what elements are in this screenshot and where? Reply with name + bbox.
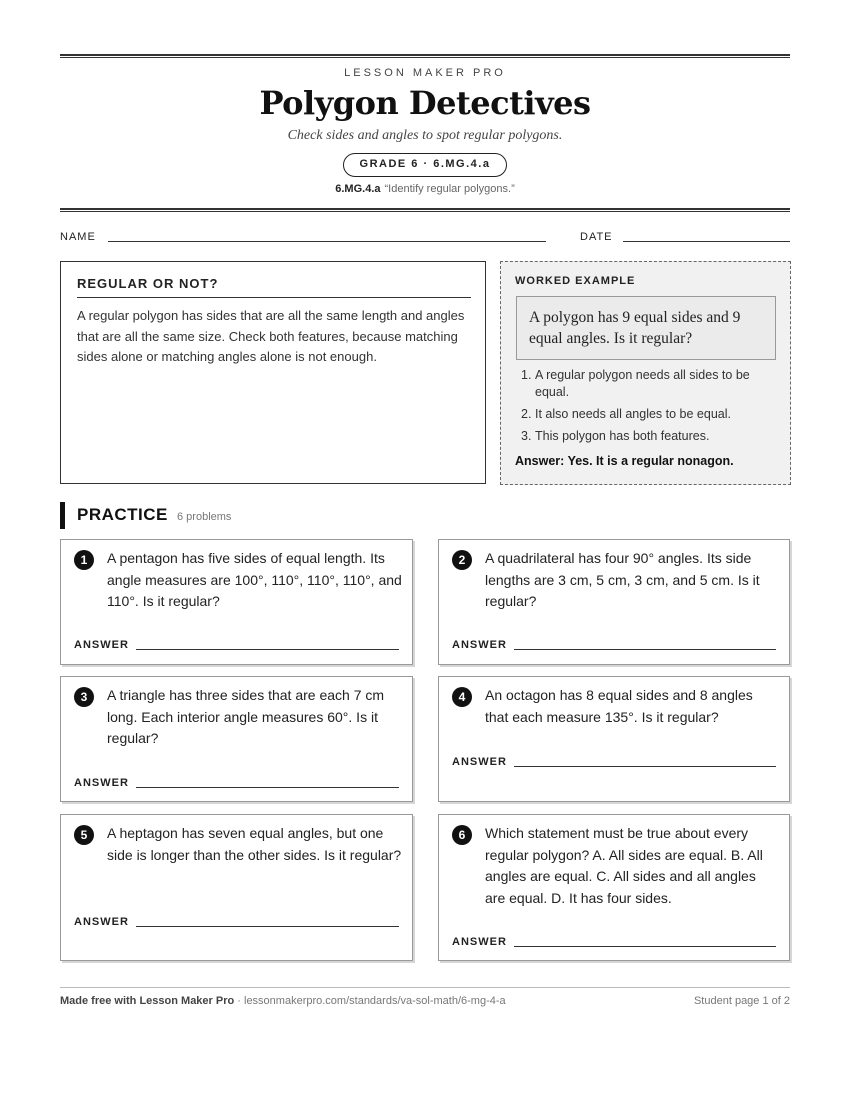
answer-label: ANSWER [74,777,129,789]
problem-number-badge: 1 [74,550,94,570]
intro-box [60,261,486,484]
problem-text: Which statement must be true about every regular polygon? A. All sides are equal. B. All angles are equal. C. All sides and all angles are equal. D. It has four sides. [485,825,763,906]
example-step-text: This polygon has both features. [535,429,710,443]
header-bottom-rule [60,208,790,212]
worked-example-question: A polygon has 9 equal sides and 9 equal angles. Is it regular? [516,296,776,360]
answer-line[interactable] [514,649,776,650]
problem-text: A heptagon has seven equal angles, but one side is longer than the other sides. Is it regular? [107,825,402,863]
example-step-text: It also needs all angles to be equal. [535,407,731,421]
practice-count: 6 problems [177,511,232,523]
grade-badge: GRADE 6 · 6.MG.4.a [343,153,507,177]
practice-title: PRACTICE [77,505,168,524]
footer-made-with: Made free with Lesson Maker Pro [60,995,235,1007]
name-label: NAME [60,231,96,243]
problem-card-2 [438,539,790,665]
problem-number-badge: 5 [74,825,94,845]
example-step: 3. This polygon has both features. [521,429,710,443]
answer-line[interactable] [136,787,399,788]
answer-label: ANSWER [452,936,507,948]
problem-card-4 [438,676,790,802]
problem-card-6 [438,814,790,961]
date-field[interactable] [623,241,790,242]
brand-name: LESSON MAKER PRO [344,67,506,79]
header-top-rule [60,54,790,58]
example-step-text: A regular polygon needs all sides to be equal. [535,368,750,399]
worked-example-answer: Answer: Yes. It is a regular nonagon. [515,454,734,468]
standard-line [0,183,850,195]
answer-label: ANSWER [74,916,129,928]
answer-label: ANSWER [74,639,129,651]
practice-accent-bar [60,502,65,529]
problem-card-5 [60,814,413,961]
problem-number-badge: 6 [452,825,472,845]
problem-text: An octagon has 8 equal sides and 8 angles that each measure 135°. Is it regular? [485,687,753,725]
example-step: 2. It also needs all angles to be equal. [521,407,731,421]
footer-page-number: Student page 1 of 2 [693,995,790,1007]
answer-line[interactable] [136,649,399,650]
answer-label: ANSWER [452,639,507,651]
example-step: 1. A regular polygon needs all sides to be equal. [521,368,750,399]
problem-card-3 [60,676,413,802]
name-field[interactable] [108,241,546,242]
standard-code: 6.MG.4.a [335,183,381,195]
answer-line[interactable] [136,926,399,927]
intro-title: REGULAR OR NOT? [77,276,471,298]
problem-number-badge: 4 [452,687,472,707]
footer-credit [60,995,506,1007]
worked-example-box [500,261,791,485]
problem-text: A triangle has three sides that are each 7 cm long. Each interior angle measures 60°. Is it regular? [107,687,385,746]
problem-text: A quadrilateral has four 90° angles. Its side lengths are 3 cm, 5 cm, 3 cm, and 5 cm. Is it regular? [485,550,760,609]
worksheet-title: Polygon Detectives [259,84,591,122]
worked-example-label: WORKED EXAMPLE [515,275,636,287]
problem-number-badge: 3 [74,687,94,707]
standard-quote: “Identify regular polygons.” [384,183,515,195]
footer-rule [60,987,790,988]
worked-example-steps [515,367,777,450]
problem-text: A pentagon has five sides of equal length. Its angle measures are 100°, 110°, 110°, 110°, and 110°. Is it regular? [107,550,402,609]
answer-line[interactable] [514,766,776,767]
answer-label: ANSWER [452,756,507,768]
problem-number-badge: 2 [452,550,472,570]
intro-text: A regular polygon has sides that are all the same length and angles that are all the same size. Check both features, because matching sides alone or matching angles alone is not enough. [77,308,465,364]
answer-line[interactable] [514,946,776,947]
problem-card-1 [60,539,413,665]
date-label: DATE [580,231,613,243]
footer-url: · lessonmakerpro.com/standards/va-sol-math/6-mg-4-a [234,995,506,1007]
worksheet-subtitle: Check sides and angles to spot regular polygons. [287,128,563,143]
